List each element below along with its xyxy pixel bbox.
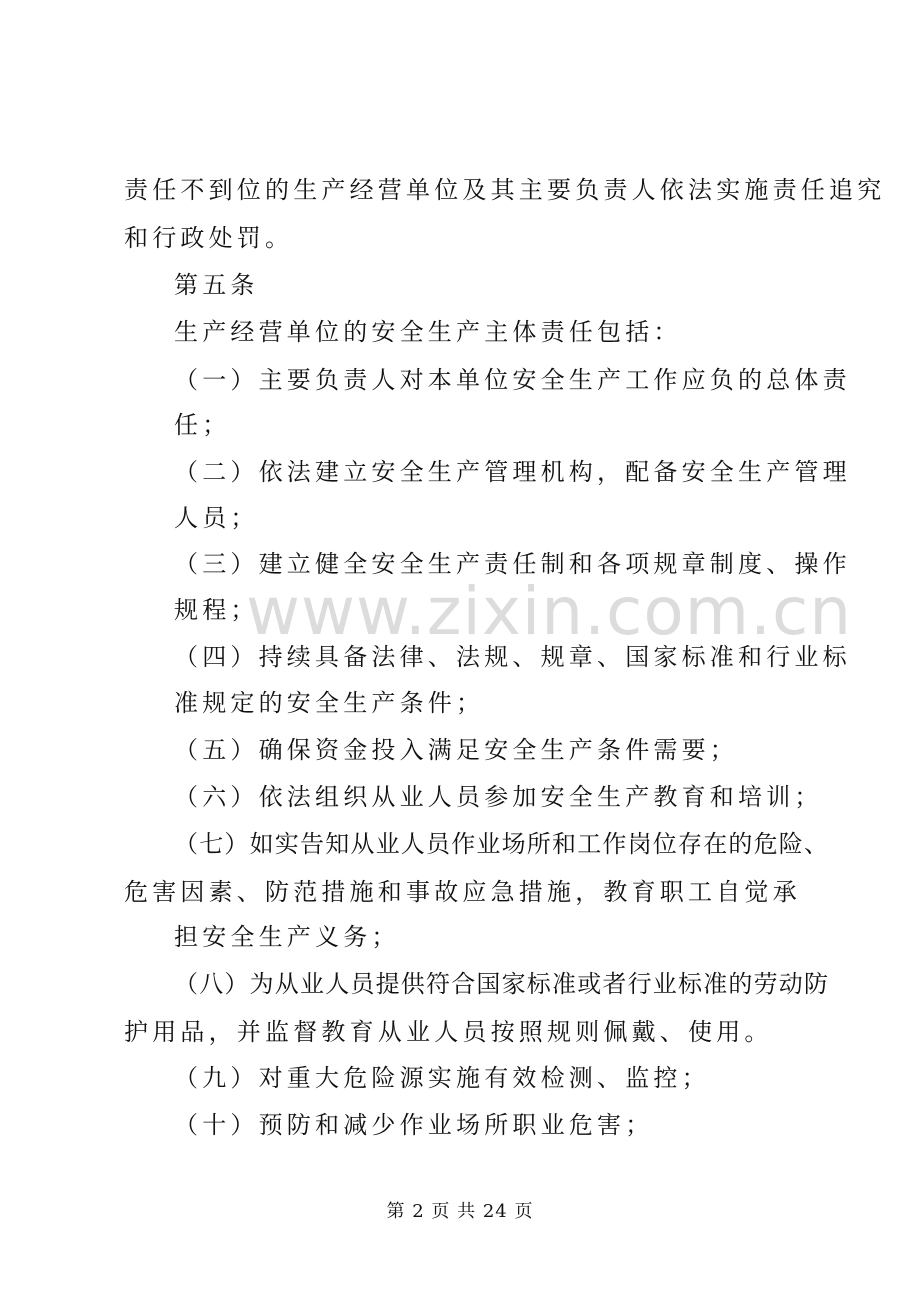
text-line-4: 生产经营单位的安全生产主体责任包括： xyxy=(174,318,682,346)
list-item-4: （四）持续具备法律、法规、规章、国家标准和行业标 xyxy=(174,643,851,671)
list-item-7-cont-2: 担安全生产义务； xyxy=(174,923,400,951)
list-item-10: （十）预防和减少作业场所职业危害； xyxy=(174,1111,654,1139)
list-item-8-cont: 护用品，并监督教育从业人员按照规则佩戴、使用。 xyxy=(124,1018,773,1046)
list-item-6: （六）依法组织从业人员参加安全生产教育和培训； xyxy=(174,783,823,811)
list-item-1: （一）主要负责人对本单位安全生产工作应负的总体责 xyxy=(174,366,851,394)
list-item-2: （二）依法建立安全生产管理机构，配备安全生产管理 xyxy=(174,458,851,486)
list-item-9: （九）对重大危险源实施有效检测、监控； xyxy=(174,1064,710,1092)
article-heading: 第五条 xyxy=(174,271,259,299)
text-line-1: 责任不到位的生产经营单位及其主要负责人依法实施责任追究 xyxy=(124,176,886,204)
list-item-7-cont: 危害因素、防范措施和事故应急措施，教育职工自觉承 xyxy=(124,878,801,906)
page-footer: 第 2 页 共 24 页 xyxy=(386,1201,534,1222)
list-item-7: （七）如实告知从业人员作业场所和工作岗位存在的危险、 xyxy=(174,830,830,858)
text-line-2: 和行政处罚。 xyxy=(124,224,294,252)
list-item-4-cont: 准规定的安全生产条件； xyxy=(174,689,485,717)
list-item-3-cont: 规程； xyxy=(174,596,259,624)
list-item-5: （五）确保资金投入满足安全生产条件需要； xyxy=(174,736,738,764)
list-item-8: （八）为从业人员提供符合国家标准或者行业标准的劳动防 xyxy=(174,970,830,998)
list-item-2-cont: 人员； xyxy=(174,504,259,532)
list-item-1-cont: 任； xyxy=(174,411,231,439)
list-item-3: （三）建立健全安全生产责任制和各项规章制度、操作 xyxy=(174,550,851,578)
watermark: www.zixin.com.cn xyxy=(246,573,853,650)
